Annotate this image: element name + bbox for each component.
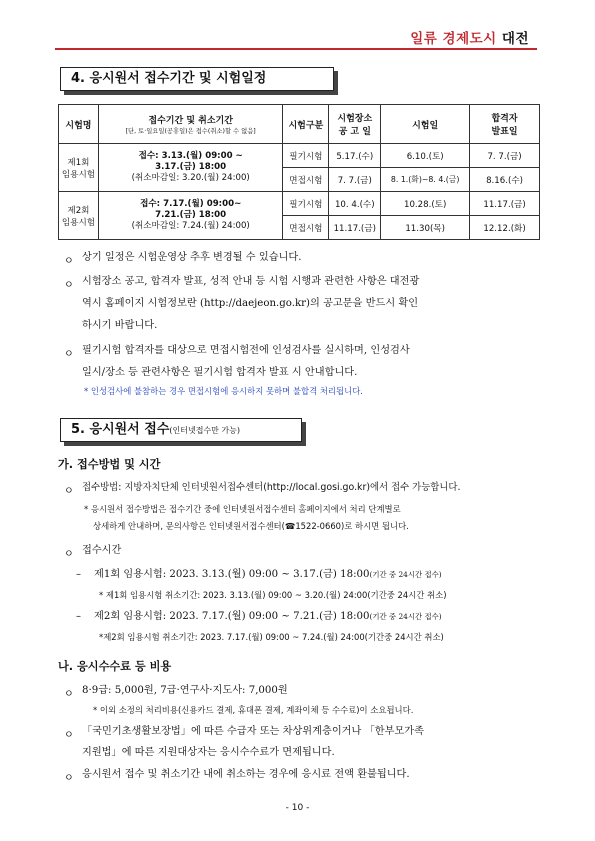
circle-bullet: ㅇ bbox=[64, 280, 74, 291]
period-header-note: [단, 토·일요일(공휴일)은 접수(취소)할 수 없음] bbox=[125, 128, 256, 135]
result-cell: 8.16.(수) bbox=[470, 168, 540, 192]
venue-cell: 11.17.(금) bbox=[329, 216, 381, 240]
table-row bbox=[59, 144, 540, 168]
result-cell: 12.12.(화) bbox=[470, 216, 540, 240]
section4-title: 4. 응시원서 접수기간 및 시험일정 bbox=[60, 67, 334, 91]
round-label: 제2회 bbox=[67, 205, 90, 216]
result-header-l2: 발표일 bbox=[491, 127, 518, 137]
fee-note: * 이외 소정의 처리비용(신용카드 결제, 휴대폰 결제, 계좌이체 등 수수료)이 소요됩니다. bbox=[93, 705, 414, 715]
schedule-table bbox=[58, 104, 540, 240]
section5-title-text: 5. 응시원서 접수 bbox=[71, 422, 170, 437]
exemption-line2: 지원법」에 따른 지원대상자는 응시수수료가 면제됩니다. bbox=[82, 747, 335, 758]
brand-red-text: 일류 경제도시 bbox=[410, 31, 497, 47]
venue-header-l2: 공 고 일 bbox=[338, 127, 371, 137]
type-cell: 면접시험 bbox=[283, 216, 329, 240]
result-header-l1: 합격자 bbox=[491, 114, 518, 124]
note-schedule-change: 상기 일정은 시험운영상 추후 변경될 수 있습니다. bbox=[82, 252, 302, 263]
section5-title bbox=[60, 418, 302, 442]
venue-header-l1: 시험장소 bbox=[337, 114, 373, 124]
round1-period-text: 제1회 임용시험: 2023. 3.13.(월) 09:00 ~ 3.17.(금) 18:00 bbox=[94, 569, 370, 580]
note-venue-line3: 하시기 바랍니다. bbox=[82, 320, 158, 331]
round2-period bbox=[94, 607, 442, 626]
part-a-heading: 가. 접수방법 및 시간 bbox=[58, 458, 161, 471]
circle-bullet: ㅇ bbox=[64, 689, 74, 700]
period-header-label: 접수기간 및 취소기간 bbox=[148, 116, 233, 126]
venue-cell: 5.17.(수) bbox=[329, 144, 381, 168]
date-cell: 6.10.(토) bbox=[381, 144, 470, 168]
round1-period bbox=[94, 565, 442, 584]
period-cell bbox=[98, 144, 283, 192]
fee-text: 8·9급: 5,000원, 7급·연구사·지도사: 7,000원 bbox=[82, 685, 288, 696]
circle-bullet: ㅇ bbox=[64, 349, 74, 360]
dash-bullet: – bbox=[76, 611, 81, 622]
date-cell: 11.30(목) bbox=[381, 216, 470, 240]
circle-bullet: ㅇ bbox=[64, 773, 74, 784]
round-cell bbox=[59, 144, 99, 192]
col-header-result bbox=[470, 105, 540, 144]
note-personality-line2: 일시/장소 등 관련사항은 필기시험 합격자 발표 시 안내합니다. bbox=[82, 367, 358, 378]
date-cell: 8. 1.(화)~8. 4.(금) bbox=[381, 168, 470, 192]
brand-black-text: 대전 bbox=[496, 31, 529, 47]
round-cell bbox=[59, 192, 99, 240]
round2-period-text: 제2회 임용시험: 2023. 7.17.(월) 09:00 ~ 7.21.(금) 18:00 bbox=[94, 611, 370, 622]
note-personality-line1: 필기시험 합격자를 대상으로 면접시험전에 인성검사를 실시하며, 인성검사 bbox=[82, 345, 410, 356]
page-number: - 10 - bbox=[285, 803, 310, 813]
method-note-line2: 상세하게 안내하며, 문의사항은 인터넷원서접수센터(☎1522-0660)로 하시면 됩니다. bbox=[93, 521, 409, 531]
section5-title-note: (인터넷접수만 가능) bbox=[169, 426, 240, 435]
note-personality-warning: * 인성검사에 불참하는 경우 면접시험에 응시하지 못하며 불합격 처리됩니다. bbox=[84, 386, 363, 396]
type-cell: 필기시험 bbox=[283, 192, 329, 216]
period-line1: 접수: 7.17.(월) 09:00~ bbox=[140, 199, 242, 209]
refund-text: 응시원서 접수 및 취소기간 내에 취소하는 경우에 응시료 전액 환불됩니다. bbox=[82, 769, 410, 780]
dash-bullet: – bbox=[76, 569, 81, 580]
cancel-deadline: (취소마감일: 3.20.(월) 24:00) bbox=[131, 173, 250, 183]
circle-bullet: ㅇ bbox=[64, 486, 74, 497]
exemption-line1: 「국민기초생활보장법」에 따른 수급자 또는 차상위계층이거나 「한부모가족 bbox=[82, 726, 424, 737]
date-cell: 10.28.(토) bbox=[381, 192, 470, 216]
type-cell: 필기시험 bbox=[283, 144, 329, 168]
header-divider bbox=[55, 48, 537, 50]
type-cell: 면접시험 bbox=[283, 168, 329, 192]
result-cell: 11.17.(금) bbox=[470, 192, 540, 216]
round2-period-note: (기간 중 24시간 접수) bbox=[369, 612, 442, 621]
round-sublabel: 임용시험 bbox=[61, 169, 96, 180]
time-heading: 접수시간 bbox=[82, 545, 122, 556]
table-row bbox=[59, 192, 540, 216]
method-text: 접수방법: 지방자치단체 인터넷원서접수센터(http://local.gosi.go.kr)에서 접수 가능합니다. bbox=[82, 482, 461, 493]
venue-cell: 7. 7.(금) bbox=[329, 168, 381, 192]
col-header-type: 시험구분 bbox=[283, 105, 329, 144]
header-brand bbox=[410, 27, 529, 47]
result-cell: 7. 7.(금) bbox=[470, 144, 540, 168]
round-sublabel: 임용시험 bbox=[61, 217, 96, 228]
part-b-heading: 나. 응시수수료 등 비용 bbox=[58, 660, 172, 673]
note-venue-line1: 시험장소 공고, 합격자 발표, 성적 안내 등 시험 시행과 관련한 사항은 대전광 bbox=[82, 276, 420, 287]
period-line1: 접수: 3.13.(월) 09:00 ~ bbox=[138, 151, 243, 161]
col-header-venue bbox=[329, 105, 381, 144]
circle-bullet: ㅇ bbox=[64, 549, 74, 560]
circle-bullet: ㅇ bbox=[64, 256, 74, 267]
note-venue-line2: 역시 홈페이지 시험정보란 (http://daejeon.go.kr)의 공고문을 반드시 확인 bbox=[82, 298, 419, 309]
period-line2: 3.17.(금) 18:00 bbox=[155, 162, 227, 172]
method-note-line1: * 응시원서 접수방법은 접수기간 중에 인터넷원서접수센터 홈페이지에서 처리 단계별로 bbox=[84, 504, 401, 514]
col-header-round: 시험명 bbox=[59, 105, 99, 144]
round-label: 제1회 bbox=[67, 157, 90, 168]
round1-period-note: (기간 중 24시간 접수) bbox=[369, 570, 442, 579]
col-header-date: 시험일 bbox=[381, 105, 470, 144]
round2-cancel-period: *제2회 임용시험 취소기간: 2023. 7.17.(월) 09:00 ~ 7.24.(월) 24:00(기간중 24시간 취소) bbox=[99, 632, 444, 642]
period-cell bbox=[98, 192, 283, 240]
period-line2: 7.21.(금) 18:00 bbox=[155, 210, 227, 220]
round1-cancel-period: * 제1회 임용시험 취소기간: 2023. 3.13.(월) 09:00 ~ 3.20.(월) 24:00(기간중 24시간 취소) bbox=[99, 590, 447, 600]
col-header-period bbox=[98, 105, 283, 144]
circle-bullet: ㅇ bbox=[64, 730, 74, 741]
cancel-deadline: (취소마감일: 7.24.(월) 24:00) bbox=[131, 221, 250, 231]
venue-cell: 10. 4.(수) bbox=[329, 192, 381, 216]
table-header-row bbox=[59, 105, 540, 144]
